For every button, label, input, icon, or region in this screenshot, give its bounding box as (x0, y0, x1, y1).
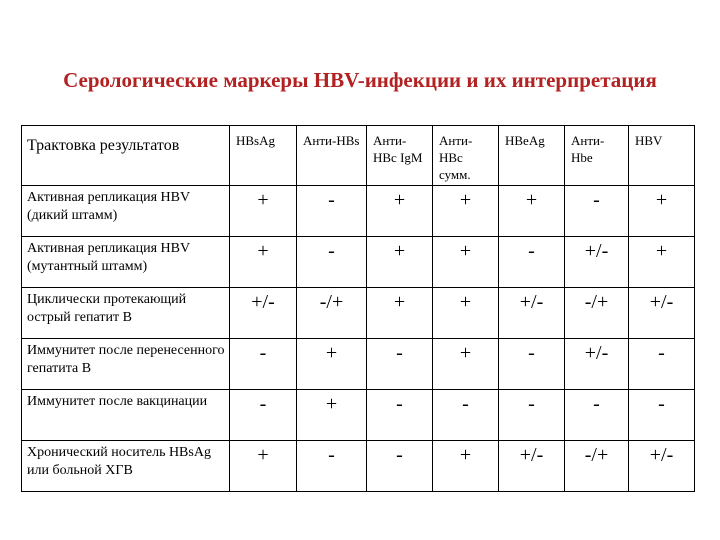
cell-value: +/- (565, 339, 629, 390)
serology-table (21, 125, 695, 492)
row-label: Циклически протекающий острый гепатит В (22, 288, 230, 339)
cell-value: - (297, 441, 367, 492)
cell-value: + (230, 441, 297, 492)
column-header-anti-hbc-igm: Анти-HBc IgM (367, 126, 433, 186)
cell-value: - (629, 339, 695, 390)
row-label: Активная репликация HBV (дикий штамм) (22, 186, 230, 237)
cell-value: - (230, 390, 297, 441)
cell-value: + (367, 186, 433, 237)
cell-value: + (433, 339, 499, 390)
cell-value: -/+ (565, 441, 629, 492)
column-header-hbv: HBV (629, 126, 695, 186)
cell-value: - (499, 390, 565, 441)
cell-value: - (297, 237, 367, 288)
row-label: Иммунитет после вакцинации (22, 390, 230, 441)
cell-value: + (367, 288, 433, 339)
cell-value: +/- (499, 441, 565, 492)
cell-value: - (230, 339, 297, 390)
table-header-row (22, 126, 695, 186)
cell-value: - (499, 339, 565, 390)
cell-value: - (367, 390, 433, 441)
cell-value: + (297, 390, 367, 441)
cell-value: + (629, 186, 695, 237)
cell-value: + (433, 186, 499, 237)
cell-value: + (433, 288, 499, 339)
cell-value: - (367, 441, 433, 492)
table-row (22, 339, 695, 390)
table-row (22, 390, 695, 441)
cell-value: +/- (230, 288, 297, 339)
cell-value: - (297, 186, 367, 237)
table-row (22, 441, 695, 492)
slide-title: Серологические маркеры HBV-инфекции и их интерпретация (63, 68, 657, 92)
cell-value: + (433, 441, 499, 492)
column-header-interpretation: Трактовка результатов (22, 126, 230, 186)
cell-value: + (297, 339, 367, 390)
cell-value: +/- (499, 288, 565, 339)
cell-value: + (367, 237, 433, 288)
cell-value: - (499, 237, 565, 288)
column-header-hbeag: HBeAg (499, 126, 565, 186)
column-header-anti-hbe: Анти-Hbe (565, 126, 629, 186)
table-row (22, 186, 695, 237)
cell-value: + (629, 237, 695, 288)
cell-value: -/+ (565, 288, 629, 339)
cell-value: + (230, 186, 297, 237)
row-label: Активная репликация HBV (мутантный штамм) (22, 237, 230, 288)
column-header-anti-hbs: Анти-HBs (297, 126, 367, 186)
column-header-anti-hbc-total: Анти-HBc сумм. (433, 126, 499, 186)
row-label: Хронический носитель HBsAg или больной ХГВ (22, 441, 230, 492)
cell-value: - (565, 390, 629, 441)
cell-value: + (433, 237, 499, 288)
cell-value: -/+ (297, 288, 367, 339)
column-header-hbsag: HBsAg (230, 126, 297, 186)
cell-value: + (499, 186, 565, 237)
table-row (22, 288, 695, 339)
table-row (22, 237, 695, 288)
cell-value: +/- (629, 441, 695, 492)
cell-value: +/- (565, 237, 629, 288)
cell-value: - (367, 339, 433, 390)
cell-value: - (433, 390, 499, 441)
row-label: Иммунитет после перенесенного гепатита В (22, 339, 230, 390)
cell-value: + (230, 237, 297, 288)
cell-value: +/- (629, 288, 695, 339)
cell-value: - (629, 390, 695, 441)
cell-value: - (565, 186, 629, 237)
